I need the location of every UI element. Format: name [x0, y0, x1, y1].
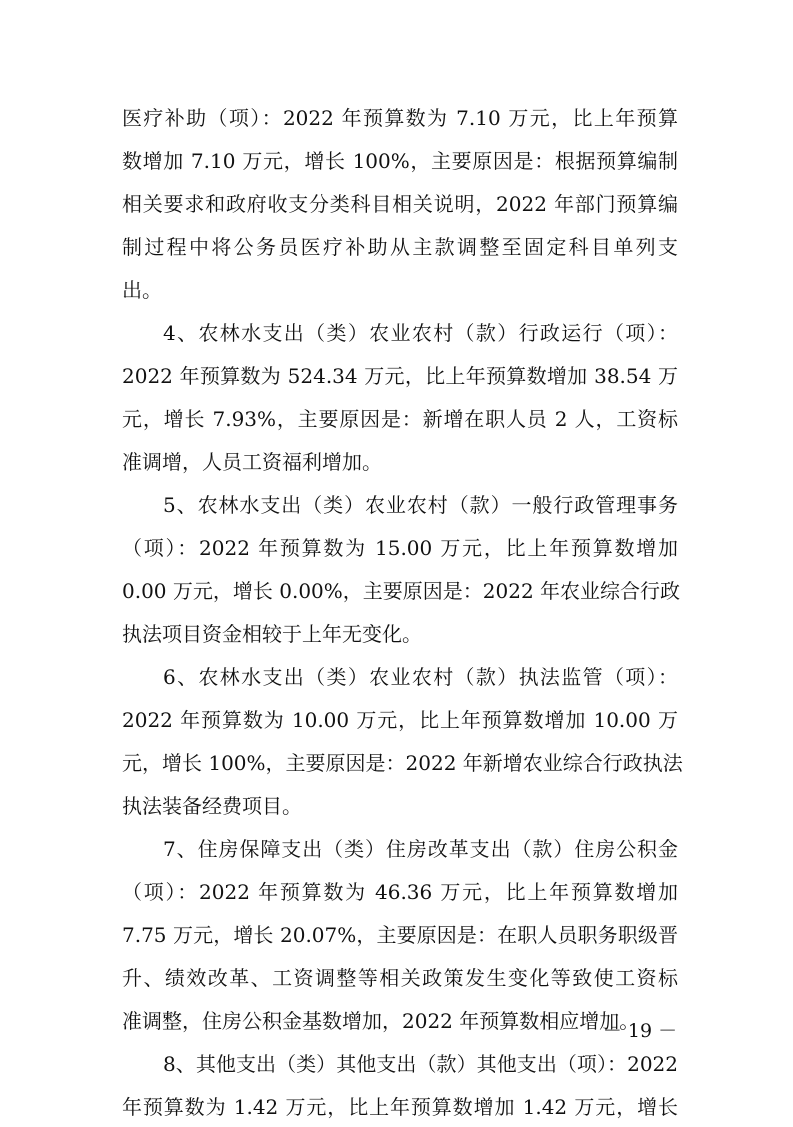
text-line: 医疗补助（项）：2022 年预算数为 7.10 万元，比上年预算: [122, 106, 678, 130]
paragraph-heading-5: 5、农林水支出（类）农业农村（款）一般行政管理事务: [163, 493, 678, 517]
text-line: 0.00 万元，增长 0.00%，主要原因是：2022 年农业综合行政: [122, 579, 681, 603]
text-line: 执法项目资金相较于上年无变化。: [122, 622, 422, 646]
text-line: 执法装备经费项目。: [122, 794, 302, 818]
text-line: 2022 年预算数为 524.34 万元，比上年预算数增加 38.54 万: [122, 364, 678, 388]
paragraph-heading-6: 6、农林水支出（类）农业农村（款）执法监管（项）：: [163, 665, 678, 689]
text-line: 7.75 万元，增长 20.07%，主要原因是：在职人员职务职级晋: [122, 923, 678, 947]
text-line: 相关要求和政府收支分类科目相关说明，2022 年部门预算编: [122, 192, 678, 216]
text-line: 准调增，人员工资福利增加。: [122, 450, 382, 474]
text-line: （项）：2022 年预算数为 46.36 万元，比上年预算数增加: [122, 880, 678, 904]
text-line: 元，增长 7.93%，主要原因是：新增在职人员 2 人，工资标: [122, 407, 678, 431]
paragraph-heading-7: 7、住房保障支出（类）住房改革支出（款）住房公积金: [163, 837, 678, 861]
text-line: （项）：2022 年预算数为 15.00 万元，比上年预算数增加: [122, 536, 678, 560]
paragraph-heading-8: 8、其他支出（类）其他支出（款）其他支出（项）：2022: [163, 1052, 678, 1076]
text-line: 数增加 7.10 万元，增长 100%，主要原因是：根据预算编制: [122, 149, 678, 173]
text-line: 升、绩效改革、工资调整等相关政策发生变化等致使工资标: [122, 966, 678, 990]
text-line: 准调整，住房公积金基数增加，2022 年预算数相应增加。: [122, 1009, 640, 1033]
paragraph-heading-4: 4、农林水支出（类）农业农村（款）行政运行（项）：: [163, 321, 678, 345]
text-line: 元，增长 100%，主要原因是：2022 年新增农业综合行政执法: [122, 751, 683, 775]
text-line: 年预算数为 1.42 万元，比上年预算数增加 1.42 万元，增长: [122, 1095, 678, 1119]
text-line: 2022 年预算数为 10.00 万元，比上年预算数增加 10.00 万: [122, 708, 678, 732]
page-number: － 19 －: [602, 1020, 678, 1042]
text-line: 出。: [122, 278, 162, 302]
text-line: 制过程中将公务员医疗补助从主款调整至固定科目单列支: [122, 235, 678, 259]
